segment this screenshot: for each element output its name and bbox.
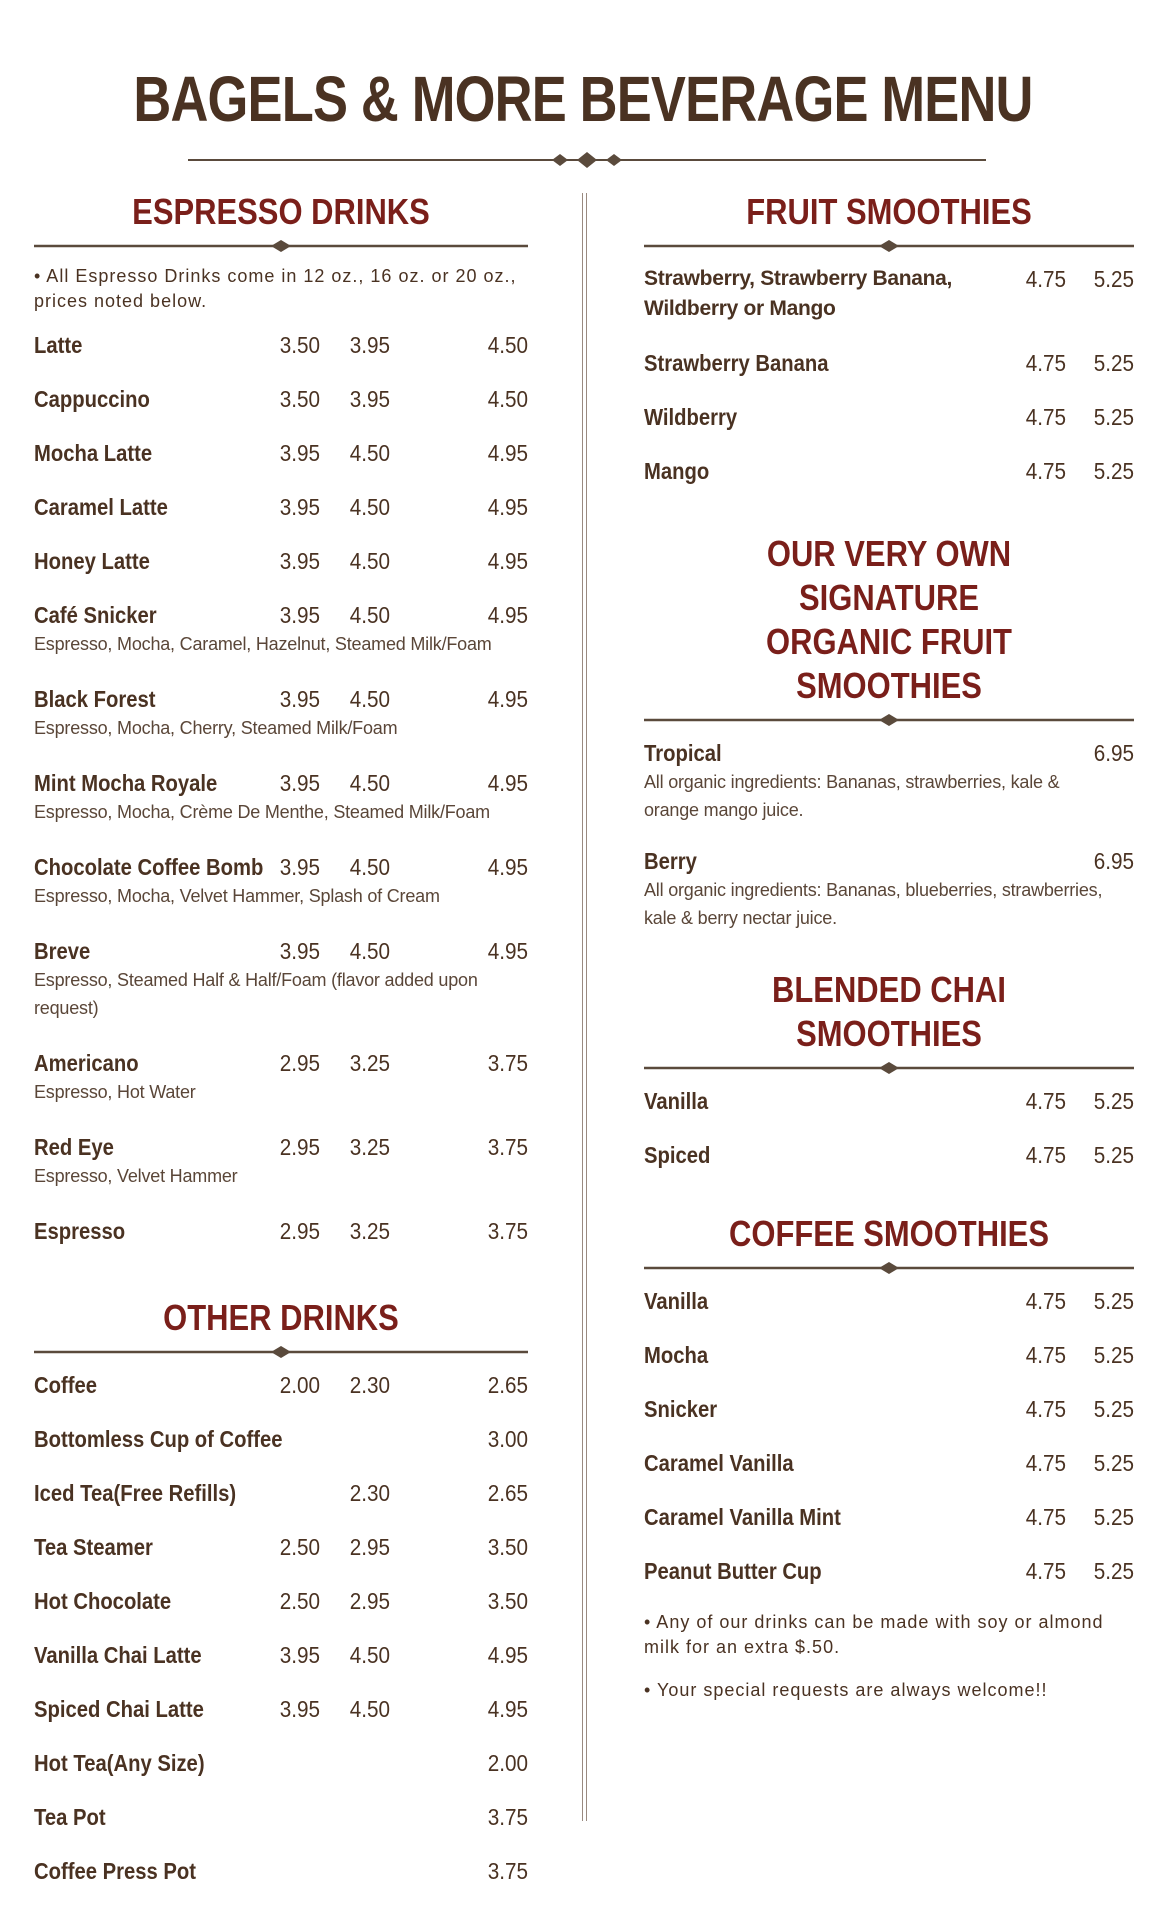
item-price: 3.95 [279, 494, 320, 520]
item-price: 4.50 [349, 938, 390, 964]
menu-item [644, 1502, 1134, 1532]
other-drinks-heading: OTHER DRINKS [163, 1297, 399, 1338]
item-price: 5.25 [1093, 1396, 1134, 1422]
item-price: 3.95 [279, 548, 320, 574]
item-name: Tea Pot [34, 1804, 106, 1830]
item-price: 5.25 [1093, 1558, 1134, 1584]
item-name: Spiced [644, 1142, 711, 1168]
menu-item [34, 438, 528, 468]
item-price: 3.75 [487, 1134, 528, 1160]
item-price: 5.25 [1093, 1342, 1134, 1368]
item-price: 3.95 [279, 686, 320, 712]
item-prices [644, 402, 1134, 432]
item-price: 4.75 [1025, 350, 1066, 376]
item-price: 3.95 [279, 440, 320, 466]
item-name: Strawberry, Strawberry Banana, Wildberry or Mango [644, 267, 953, 320]
item-prices [34, 438, 528, 468]
item-price: 4.50 [349, 1642, 390, 1668]
item-price: 4.50 [349, 854, 390, 880]
item-price: 2.95 [349, 1588, 390, 1614]
item-description: Espresso, Mocha, Caramel, Hazelnut, Steamed Milk/Foam [34, 634, 492, 654]
item-name: Snicker [644, 1396, 718, 1422]
item-prices [644, 1286, 1134, 1316]
menu-item [644, 264, 1134, 324]
menu-item [34, 600, 528, 658]
item-name: Iced Tea(Free Refills) [34, 1480, 237, 1506]
item-name: Strawberry Banana [644, 350, 829, 376]
item-prices [644, 846, 1134, 876]
chai-smoothies-heading: BLENDED CHAI SMOOTHIES [772, 969, 1006, 1054]
item-prices [34, 1586, 528, 1616]
item-price: 3.50 [487, 1534, 528, 1560]
left-column [34, 190, 528, 1910]
item-prices [644, 1502, 1134, 1532]
item-name: Honey Latte [34, 548, 150, 574]
menu-item [644, 738, 1134, 824]
item-price: 4.75 [1025, 1288, 1066, 1314]
item-name: Berry [644, 848, 697, 874]
item-price: 4.75 [1025, 1396, 1066, 1422]
item-price: 4.50 [487, 386, 528, 412]
item-prices [34, 384, 528, 414]
item-price: 4.95 [487, 494, 528, 520]
item-name: Latte [34, 332, 83, 358]
item-prices [644, 1556, 1134, 1586]
right-column [644, 190, 1134, 1703]
fruit-smoothies-list [644, 264, 1134, 486]
item-price: 5.25 [1093, 350, 1134, 376]
item-prices [644, 264, 1134, 294]
item-name: Mint Mocha Royale [34, 770, 218, 796]
item-price: 4.95 [487, 602, 528, 628]
item-price: 3.95 [279, 1642, 320, 1668]
item-price: 4.50 [349, 494, 390, 520]
menu-item [644, 1394, 1134, 1424]
item-prices [34, 546, 528, 576]
other-drinks-list [34, 1370, 528, 1886]
item-price: 2.30 [349, 1372, 390, 1398]
menu-item [34, 330, 528, 360]
item-price: 3.50 [487, 1588, 528, 1614]
menu-item [34, 852, 528, 910]
coffee-smoothies-list [644, 1286, 1134, 1586]
menu-item [34, 1586, 528, 1616]
item-prices [34, 1424, 528, 1454]
section-rule [34, 1344, 528, 1360]
item-price: 3.50 [279, 386, 320, 412]
item-price: 5.25 [1093, 404, 1134, 430]
item-description: All organic ingredients: Bananas, strawberries, kale & orange mango juice. [644, 772, 1060, 820]
menu-item [34, 384, 528, 414]
item-price: 2.30 [349, 1480, 390, 1506]
section-rule [644, 1060, 1134, 1076]
item-price: 4.75 [1025, 1088, 1066, 1114]
item-prices [34, 768, 528, 798]
menu-item [644, 1140, 1134, 1170]
menu-item [34, 1048, 528, 1106]
item-description: Espresso, Mocha, Velvet Hammer, Splash of Cream [34, 886, 440, 906]
item-prices [34, 600, 528, 630]
item-name: Cappuccino [34, 386, 150, 412]
item-price: 4.95 [487, 1696, 528, 1722]
item-prices [644, 456, 1134, 486]
chai-smoothies-list [644, 1086, 1134, 1170]
item-name: Black Forest [34, 686, 156, 712]
menu-item [644, 1340, 1134, 1370]
menu-item [644, 456, 1134, 486]
espresso-list [34, 330, 528, 1246]
item-description: Espresso, Velvet Hammer [34, 1166, 238, 1186]
item-price: 2.65 [487, 1372, 528, 1398]
item-name: Mocha [644, 1342, 709, 1368]
item-prices [34, 1856, 528, 1886]
item-price: 4.75 [1025, 1342, 1066, 1368]
item-price: 3.25 [349, 1050, 390, 1076]
title-ornament-rule [188, 150, 986, 170]
item-name: Vanilla Chai Latte [34, 1642, 202, 1668]
menu-item [644, 1448, 1134, 1478]
item-prices [644, 1086, 1134, 1116]
menu-title: BAGELS & MORE BEVERAGE MENU [133, 63, 1033, 135]
item-price: 4.50 [349, 770, 390, 796]
milk-footnote: • Any of our drinks can be made with soy or almond milk for an extra $.50. [644, 1612, 1104, 1657]
item-price: 4.50 [349, 548, 390, 574]
menu-item [34, 546, 528, 576]
item-name: Espresso [34, 1218, 126, 1244]
item-price: 3.00 [487, 1426, 528, 1452]
item-name: Chocolate Coffee Bomb [34, 854, 264, 880]
item-price: 4.95 [487, 548, 528, 574]
item-price: 4.75 [1025, 1450, 1066, 1476]
item-price: 4.50 [349, 440, 390, 466]
section-rule [644, 238, 1134, 254]
item-name: Caramel Vanilla [644, 1450, 794, 1476]
menu-item [34, 1216, 528, 1246]
item-description: Espresso, Steamed Half & Half/Foam (flavor added upon request) [34, 970, 478, 1018]
item-prices [34, 1748, 528, 1778]
menu-item [644, 1086, 1134, 1116]
espresso-heading: ESPRESSO DRINKS [132, 191, 430, 232]
item-prices [34, 492, 528, 522]
item-price: 5.25 [1093, 1504, 1134, 1530]
item-price: 4.75 [1025, 458, 1066, 484]
item-name: Breve [34, 938, 91, 964]
item-prices [34, 1048, 528, 1078]
section-rule [34, 238, 528, 254]
item-price: 2.95 [349, 1534, 390, 1560]
signature-smoothies-list [644, 738, 1134, 932]
item-price: 4.75 [1025, 266, 1066, 292]
item-price: 4.50 [487, 332, 528, 358]
item-prices [644, 1140, 1134, 1170]
menu-item [34, 1370, 528, 1400]
column-divider [582, 193, 587, 1821]
item-price: 6.95 [1093, 740, 1134, 766]
item-price: 3.25 [349, 1218, 390, 1244]
item-price: 3.25 [349, 1134, 390, 1160]
item-description: Espresso, Mocha, Crème De Menthe, Steamed Milk/Foam [34, 802, 490, 822]
menu-item [34, 1532, 528, 1562]
section-rule [644, 1260, 1134, 1276]
item-name: Hot Tea(Any Size) [34, 1750, 205, 1776]
item-price: 4.95 [487, 686, 528, 712]
item-price: 4.50 [349, 686, 390, 712]
item-description: Espresso, Mocha, Cherry, Steamed Milk/Foam [34, 718, 398, 738]
item-price: 3.95 [279, 1696, 320, 1722]
item-price: 2.50 [279, 1534, 320, 1560]
item-name: Red Eye [34, 1134, 114, 1160]
menu-item [34, 1748, 528, 1778]
item-prices [34, 1132, 528, 1162]
item-prices [34, 1216, 528, 1246]
item-prices [34, 1694, 528, 1724]
item-price: 4.95 [487, 1642, 528, 1668]
item-price: 3.75 [487, 1858, 528, 1884]
item-price: 4.75 [1025, 1504, 1066, 1530]
item-name: Vanilla [644, 1288, 709, 1314]
item-prices [34, 852, 528, 882]
menu-item [644, 348, 1134, 378]
item-prices [34, 1370, 528, 1400]
item-price: 2.65 [487, 1480, 528, 1506]
item-description: All organic ingredients: Bananas, blueberries, strawberries, kale & berry nectar juice. [644, 880, 1103, 928]
item-price: 3.95 [349, 332, 390, 358]
item-prices [644, 1448, 1134, 1478]
item-price: 3.95 [279, 770, 320, 796]
menu-item [34, 1478, 528, 1508]
item-name: Mango [644, 458, 710, 484]
item-name: Hot Chocolate [34, 1588, 172, 1614]
item-prices [34, 1802, 528, 1832]
item-price: 2.95 [279, 1134, 320, 1160]
item-prices [644, 1394, 1134, 1424]
item-name: Caramel Vanilla Mint [644, 1504, 841, 1530]
item-price: 4.75 [1025, 1142, 1066, 1168]
item-name: Wildberry [644, 404, 738, 430]
menu-item [34, 1856, 528, 1886]
item-price: 2.00 [487, 1750, 528, 1776]
item-price: 3.50 [279, 332, 320, 358]
item-prices [644, 738, 1134, 768]
item-name: Caramel Latte [34, 494, 168, 520]
item-name: Peanut Butter Cup [644, 1558, 822, 1584]
item-name: Americano [34, 1050, 139, 1076]
requests-footnote: • Your special requests are always welcome!! [644, 1680, 1048, 1700]
item-price: 3.75 [487, 1804, 528, 1830]
item-price: 3.75 [487, 1218, 528, 1244]
fruit-smoothies-heading: FRUIT SMOOTHIES [746, 191, 1032, 232]
item-price: 4.50 [349, 602, 390, 628]
item-prices [34, 1532, 528, 1562]
item-description: Espresso, Hot Water [34, 1082, 196, 1102]
item-price: 4.75 [1025, 404, 1066, 430]
item-price: 5.25 [1093, 1088, 1134, 1114]
item-name: Tea Steamer [34, 1534, 153, 1560]
item-name: Mocha Latte [34, 440, 153, 466]
item-prices [34, 1478, 528, 1508]
menu-item [644, 402, 1134, 432]
item-price: 3.95 [279, 938, 320, 964]
item-price: 3.95 [279, 602, 320, 628]
item-prices [34, 684, 528, 714]
item-price: 5.25 [1093, 458, 1134, 484]
menu-item [34, 1132, 528, 1190]
item-prices [644, 1340, 1134, 1370]
menu-item [34, 1640, 528, 1670]
item-price: 3.95 [349, 386, 390, 412]
menu-item [34, 936, 528, 1022]
item-name: Bottomless Cup of Coffee [34, 1426, 283, 1452]
menu-item [644, 1286, 1134, 1316]
menu-item [34, 1694, 528, 1724]
menu-item [34, 492, 528, 522]
item-prices [34, 330, 528, 360]
item-name: Café Snicker [34, 602, 157, 628]
menu-item [644, 846, 1134, 932]
item-price: 4.95 [487, 440, 528, 466]
item-price: 3.95 [279, 854, 320, 880]
item-name: Coffee [34, 1372, 97, 1398]
item-price: 2.00 [279, 1372, 320, 1398]
item-name: Spiced Chai Latte [34, 1696, 204, 1722]
item-price: 4.95 [487, 854, 528, 880]
item-price: 4.95 [487, 770, 528, 796]
menu-item [644, 1556, 1134, 1586]
item-price: 5.25 [1093, 266, 1134, 292]
item-price: 4.95 [487, 938, 528, 964]
item-price: 5.25 [1093, 1288, 1134, 1314]
item-name: Vanilla [644, 1088, 709, 1114]
section-rule [644, 712, 1134, 728]
item-price: 2.95 [279, 1050, 320, 1076]
item-prices [34, 936, 528, 966]
coffee-smoothies-heading: COFFEE SMOOTHIES [729, 1213, 1049, 1254]
espresso-size-note: • All Espresso Drinks come in 12 oz., 16 oz. or 20 oz., prices noted below. [34, 266, 517, 311]
item-price: 5.25 [1093, 1142, 1134, 1168]
menu-item [34, 1424, 528, 1454]
item-price: 5.25 [1093, 1450, 1134, 1476]
item-prices [34, 1640, 528, 1670]
item-price: 3.75 [487, 1050, 528, 1076]
item-prices [644, 348, 1134, 378]
menu-item [34, 768, 528, 826]
item-price: 4.75 [1025, 1558, 1066, 1584]
item-price: 6.95 [1093, 848, 1134, 874]
signature-heading-line1: OUR VERY OWN SIGNATURE [766, 533, 1012, 618]
item-price: 4.50 [349, 1696, 390, 1722]
menu-item [34, 684, 528, 742]
menu-item [34, 1802, 528, 1832]
item-name: Coffee Press Pot [34, 1858, 196, 1884]
signature-heading-line2: ORGANIC FRUIT SMOOTHIES [766, 621, 1012, 706]
item-name: Tropical [644, 740, 722, 766]
item-price: 2.95 [279, 1218, 320, 1244]
item-price: 2.50 [279, 1588, 320, 1614]
